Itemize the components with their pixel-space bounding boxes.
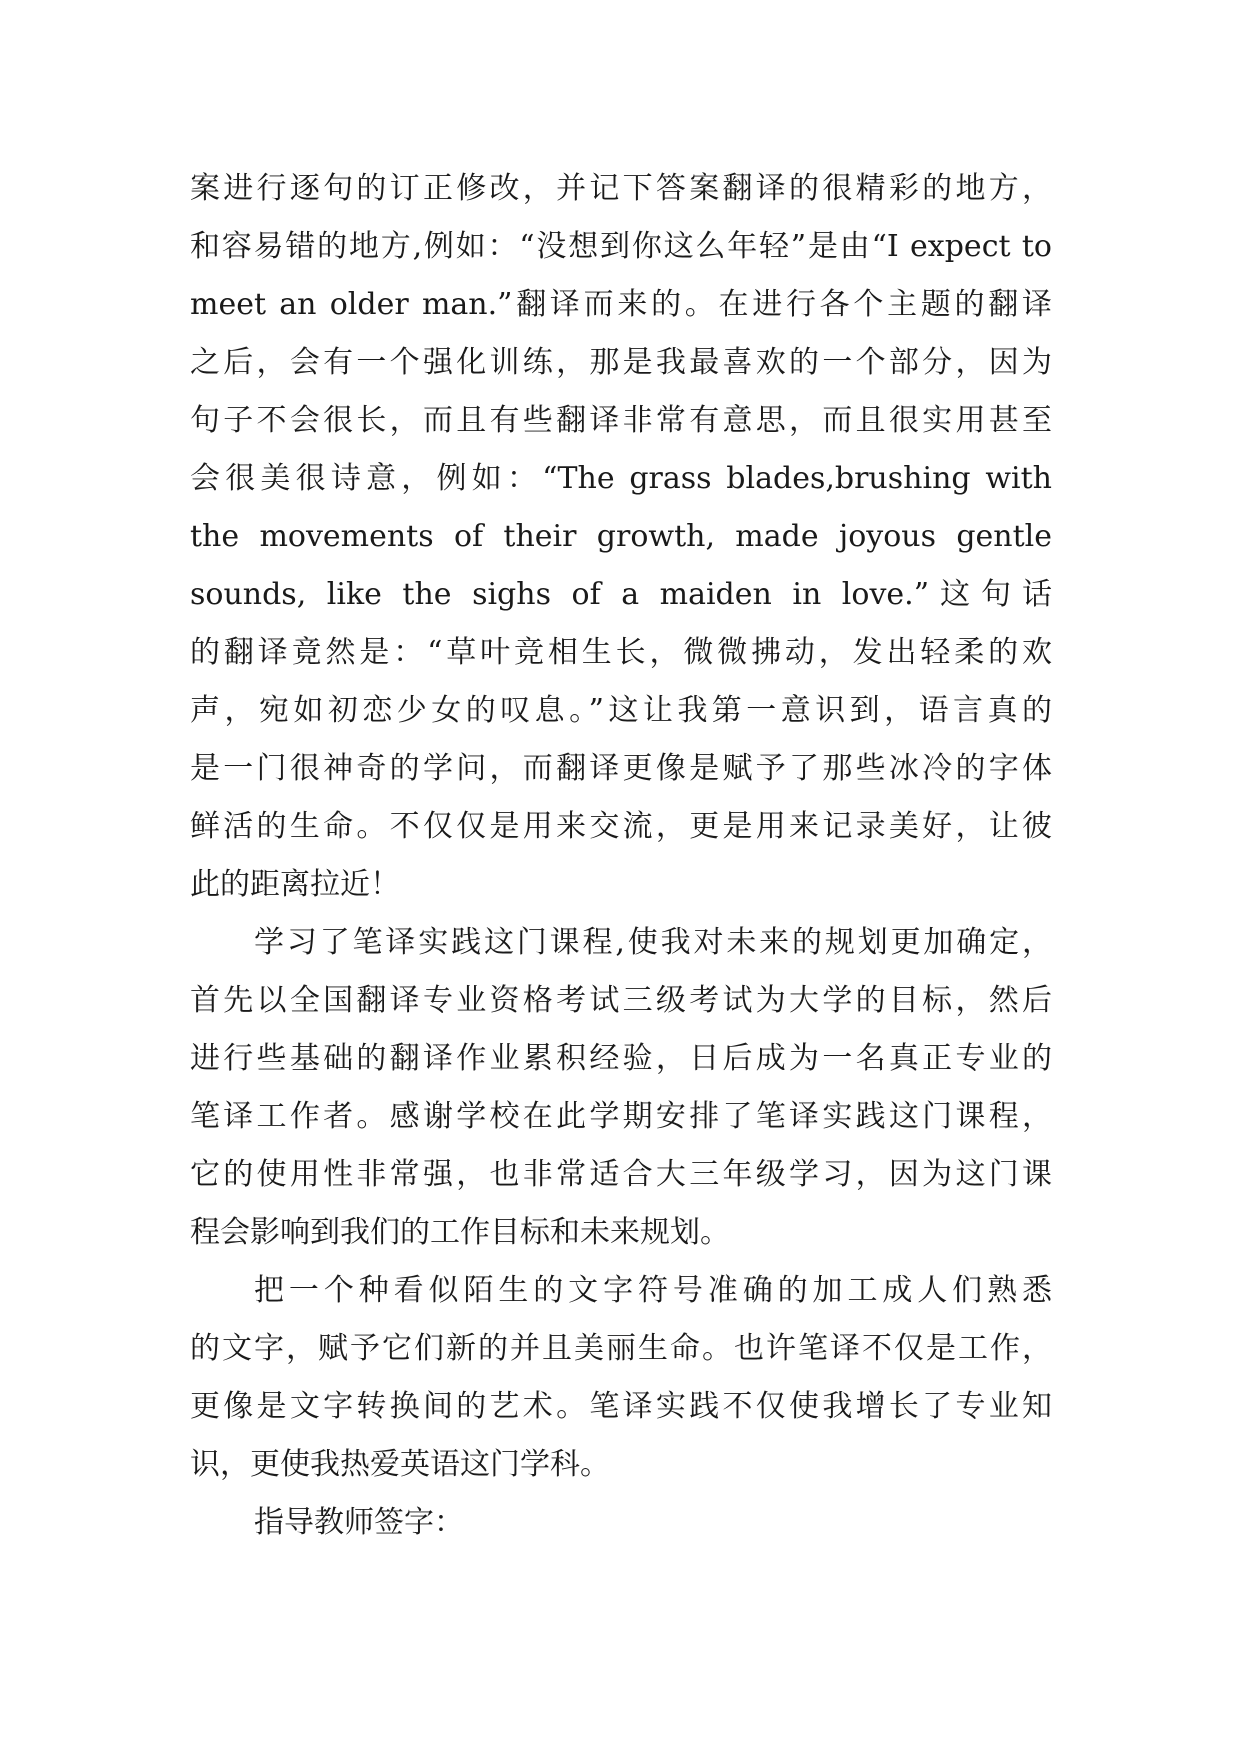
text-line: sounds, like the sighs of a maiden in love.”这句话 [190, 577, 1052, 612]
text-line: 此的距离拉近！ [190, 867, 400, 902]
text-line: meet an older man.”翻译而来的。在进行各个主题的翻译 [190, 287, 1052, 322]
paragraph-first-line: 学习了笔译实践这门课程,使我对未来的规划更加确定， [254, 925, 1052, 960]
text-line: 的翻译竟然是：“草叶竞相生长，微微拂动，发出轻柔的欢 [190, 635, 1052, 670]
signature-label: 指导教师签字： [254, 1505, 464, 1540]
document-body [190, 160, 1052, 1552]
paragraph-first-line: 把一个种看似陌生的文字符号准确的加工成人们熟悉 [254, 1273, 1052, 1308]
text-line: 的文字，赋予它们新的并且美丽生命。也许笔译不仅是工作， [190, 1331, 1052, 1366]
text-line: 鲜活的生命。不仅仅是用来交流，更是用来记录美好，让彼 [190, 809, 1052, 844]
text-line: 它的使用性非常强，也非常适合大三年级学习，因为这门课 [190, 1157, 1052, 1192]
text-line: 笔译工作者。感谢学校在此学期安排了笔译实践这门课程， [190, 1099, 1052, 1134]
text-line: 进行些基础的翻译作业累积经验，日后成为一名真正专业的 [190, 1041, 1052, 1076]
text-line: 之后，会有一个强化训练，那是我最喜欢的一个部分，因为 [190, 345, 1052, 380]
text-line: 更像是文字转换间的艺术。笔译实践不仅使我增长了专业知 [190, 1389, 1052, 1424]
text-line: 句子不会很长，而且有些翻译非常有意思，而且很实用甚至 [190, 403, 1052, 438]
text-line: the movements of their growth, made joyous gentle [190, 519, 1052, 554]
text-line: 案进行逐句的订正修改，并记下答案翻译的很精彩的地方， [190, 171, 1052, 206]
text-line: 识，更使我热爱英语这门学科。 [190, 1447, 610, 1482]
text-line: 是一门很神奇的学问，而翻译更像是赋予了那些冰冷的字体 [190, 751, 1052, 786]
text-line: 会很美很诗意，例如：“The grass blades,brushing with [190, 461, 1052, 496]
text-line: 程会影响到我们的工作目标和未来规划。 [190, 1215, 730, 1250]
text-line: 声，宛如初恋少女的叹息。”这让我第一意识到，语言真的 [190, 693, 1052, 728]
text-line: 和容易错的地方,例如：“没想到你这么年轻”是由“I expect to [190, 229, 1052, 264]
text-line: 首先以全国翻译专业资格考试三级考试为大学的目标，然后 [190, 983, 1052, 1018]
